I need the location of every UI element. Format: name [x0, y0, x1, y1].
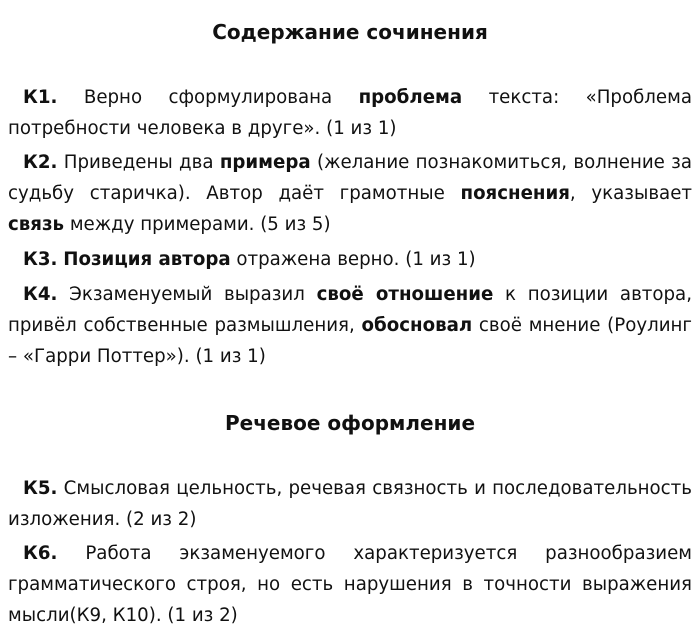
criterion-keyword: Позиция автора: [63, 249, 231, 270]
criterion-keyword: пояснения: [460, 183, 570, 204]
criterion-keyword: обосновал: [361, 315, 473, 336]
criterion-k6: [8, 538, 692, 631]
criterion-text: отражена верно. (1 из 1): [230, 249, 476, 270]
criterion-text: текста: «Проблема потребности человека в друге». (1 из 1): [8, 87, 692, 139]
criterion-code: К4.: [23, 284, 58, 305]
criterion-k4: [8, 279, 692, 372]
criterion-k3: [8, 244, 692, 275]
criterion-k2: [8, 147, 692, 240]
criterion-keyword: примера: [219, 152, 311, 173]
criterion-text: (желание познакомиться, волнение за судьбу старичка). Автор даёт грамотные: [8, 152, 692, 204]
criterion-code: К1.: [23, 87, 58, 108]
section-title-speech: Речевое оформление: [224, 411, 476, 435]
criterion-k5: [8, 473, 692, 535]
criterion-code: К3.: [23, 249, 58, 270]
criterion-k1: [8, 82, 692, 144]
criterion-code: К6.: [23, 543, 58, 564]
criterion-text: Приведены два: [57, 152, 220, 173]
criterion-code: К2.: [23, 152, 58, 173]
criterion-text: к позиции автора, привёл собственные размышления,: [8, 284, 692, 336]
section-title-content: Содержание сочинения: [212, 20, 488, 44]
criterion-text: Смысловая цельность, речевая связность и последовательность изложения. (2 из 2): [8, 478, 692, 530]
criterion-text: Работа экзаменуемого характеризуется разнообразием грамматического строя, но есть нарушения в точности выражения мысли(К9, К10). (1 из 2): [8, 543, 692, 626]
criterion-text: Экзаменуемый выразил: [57, 284, 317, 305]
criterion-text: , указывает: [569, 183, 692, 204]
criterion-text: Верно сформулирована: [57, 87, 359, 108]
criterion-code: К5.: [23, 478, 58, 499]
criterion-keyword: связь: [8, 214, 65, 235]
criterion-text: между примерами. (5 из 5): [64, 214, 331, 235]
criterion-keyword: проблема: [358, 87, 463, 108]
criterion-text: своё мнение (Роулинг – «Гарри Поттер»). (1 из 1): [8, 315, 692, 367]
criterion-keyword: своё отношение: [316, 284, 494, 305]
